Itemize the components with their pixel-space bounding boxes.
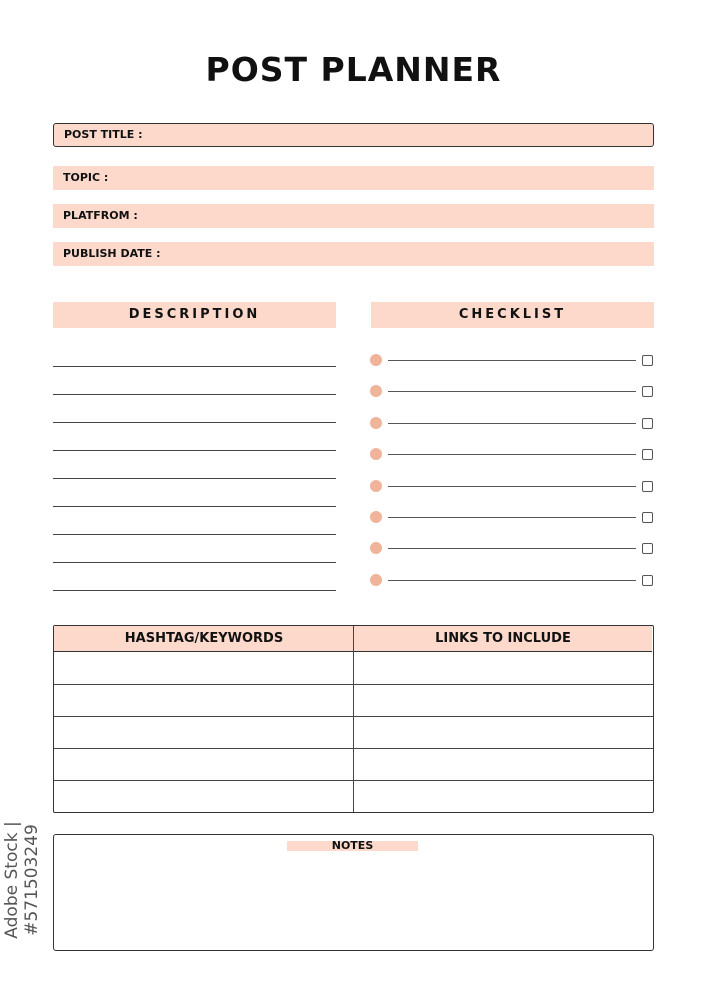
checklist-line[interactable]	[388, 454, 636, 455]
table-row-divider	[54, 780, 653, 781]
checklist-line[interactable]	[388, 360, 636, 361]
bullet-dot-icon	[370, 385, 382, 397]
bullet-dot-icon	[370, 542, 382, 554]
description-line[interactable]	[53, 394, 336, 395]
checkbox[interactable]	[642, 512, 653, 523]
checklist-line[interactable]	[388, 423, 636, 424]
table-header-hashtags: HASHTAG/KEYWORDS	[54, 626, 354, 652]
platform-field[interactable]: PLATFROM :	[53, 204, 654, 228]
checkbox[interactable]	[642, 449, 653, 460]
table-row-divider	[54, 716, 653, 717]
checklist-line[interactable]	[388, 517, 636, 518]
checkbox[interactable]	[642, 355, 653, 366]
description-line[interactable]	[53, 590, 336, 591]
bullet-dot-icon	[370, 354, 382, 366]
checkbox[interactable]	[642, 481, 653, 492]
checkbox[interactable]	[642, 418, 653, 429]
description-line[interactable]	[53, 534, 336, 535]
notes-label: NOTES	[287, 841, 418, 851]
bullet-dot-icon	[370, 417, 382, 429]
checklist-line[interactable]	[388, 391, 636, 392]
description-line[interactable]	[53, 366, 336, 367]
watermark-text: Adobe Stock | #571503249	[2, 821, 42, 939]
checkbox[interactable]	[642, 543, 653, 554]
publish-date-field[interactable]: PUBLISH DATE :	[53, 242, 654, 266]
table-row-divider	[54, 684, 653, 685]
topic-field[interactable]: TOPIC :	[53, 166, 654, 190]
checklist-line[interactable]	[388, 486, 636, 487]
description-line[interactable]	[53, 422, 336, 423]
checklist-line[interactable]	[388, 580, 636, 581]
post-title-field[interactable]: POST TITLE :	[53, 123, 654, 147]
bullet-dot-icon	[370, 574, 382, 586]
description-line[interactable]	[53, 450, 336, 451]
checkbox[interactable]	[642, 575, 653, 586]
description-heading: DESCRIPTION	[53, 302, 336, 328]
description-line[interactable]	[53, 478, 336, 479]
hashtag-links-table	[53, 625, 654, 813]
bullet-dot-icon	[370, 480, 382, 492]
description-line[interactable]	[53, 562, 336, 563]
bullet-dot-icon	[370, 511, 382, 523]
table-row-divider	[54, 748, 653, 749]
column-divider	[353, 626, 354, 812]
bullet-dot-icon	[370, 448, 382, 460]
table-header-links: LINKS TO INCLUDE	[354, 626, 652, 652]
page-title: POST PLANNER	[205, 50, 502, 89]
checklist-heading: CHECKLIST	[371, 302, 654, 328]
checkbox[interactable]	[642, 386, 653, 397]
checklist-line[interactable]	[388, 548, 636, 549]
description-line[interactable]	[53, 506, 336, 507]
